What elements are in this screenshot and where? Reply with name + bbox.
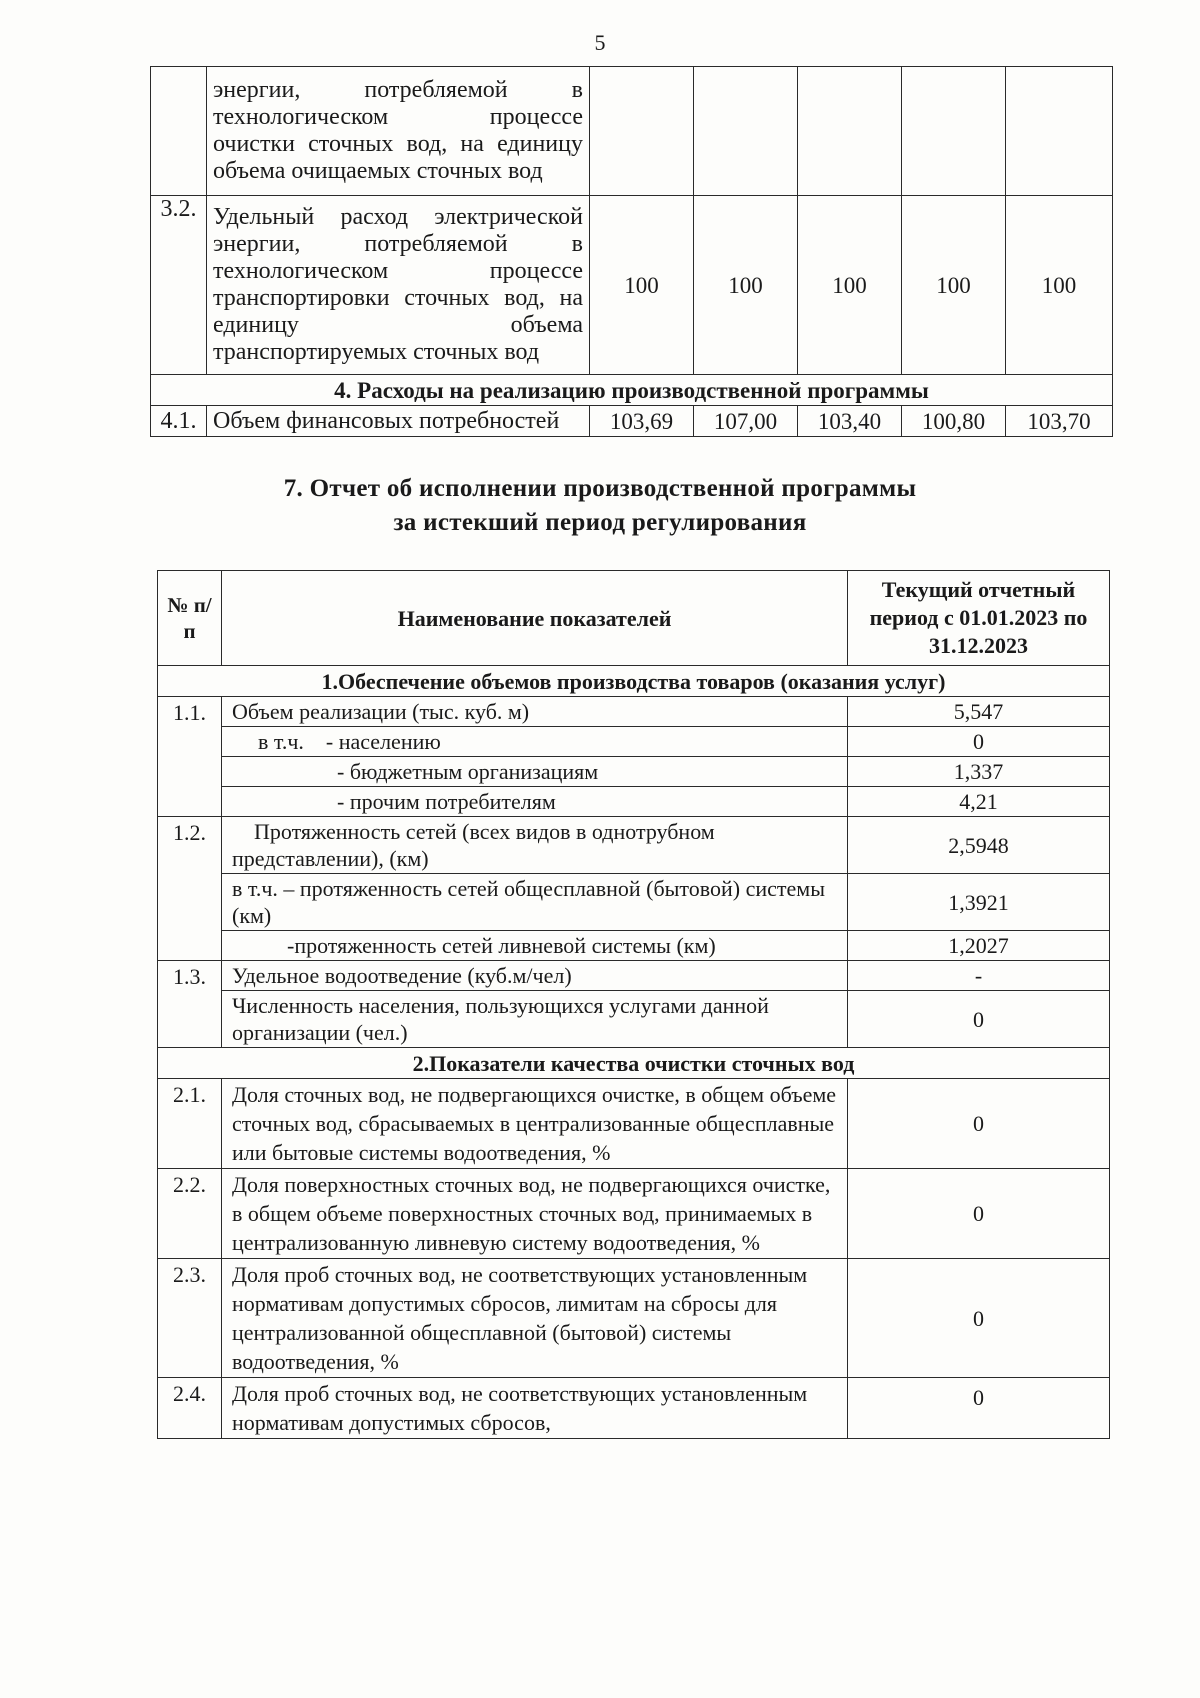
table-row xyxy=(158,874,1110,931)
value-cell: 5,547 xyxy=(848,697,1110,727)
value-cell: 0 xyxy=(848,1079,1110,1169)
header-number: № п/п xyxy=(158,571,222,666)
table-row xyxy=(158,961,1110,991)
table-row xyxy=(151,196,1113,375)
indicator-name: Численность населения, пользующихся услугами данной организации (чел.) xyxy=(222,991,848,1048)
page-number: 5 xyxy=(594,30,606,55)
indicator-name: Доля сточных вод, не подвергающихся очистке, в общем объеме сточных вод, сбрасываемых в централизованные общесплавные или бытовые системы водоотведения, % xyxy=(222,1079,848,1169)
value-cell: 2,5948 xyxy=(848,817,1110,874)
value-cell: 1,2027 xyxy=(848,931,1110,961)
section-heading: 7. Отчет об исполнении производственной программы за истекший период регулирования xyxy=(283,475,917,536)
value-cell: 100 xyxy=(798,196,902,375)
value-cell: 0 xyxy=(848,1259,1110,1378)
table-row xyxy=(158,697,1110,727)
value-cell: 0 xyxy=(848,1378,1110,1439)
section-row xyxy=(158,666,1110,697)
table-row xyxy=(158,727,1110,757)
row-number: 4.1. xyxy=(151,406,207,437)
indicator-name: Объем реализации (тыс. куб. м) xyxy=(222,697,848,727)
table-row xyxy=(151,406,1113,437)
indicator-name: Удельный расход электрической энергии, потребляемой в технологическом процессе транспортировки сточных вод, на единицу объема транспортируемых сточных вод xyxy=(207,196,590,375)
table-row xyxy=(158,1259,1110,1378)
table-row xyxy=(158,931,1110,961)
table-row xyxy=(158,1079,1110,1169)
value-cell: 100 xyxy=(1006,196,1113,375)
table-row xyxy=(158,1169,1110,1259)
row-number: 3.2. xyxy=(151,196,207,375)
header-period: Текущий отчетный период с 01.01.2023 по 31.12.2023 xyxy=(848,571,1110,666)
value-cell xyxy=(694,67,798,196)
production-program-table xyxy=(150,66,1113,437)
table-row xyxy=(151,67,1113,196)
row-number: 2.1. xyxy=(158,1079,222,1169)
row-number: 2.3. xyxy=(158,1259,222,1378)
row-number: 1.3. xyxy=(158,961,222,1048)
table-row xyxy=(158,991,1110,1048)
value-cell: 0 xyxy=(848,991,1110,1048)
indicator-name: Протяженность сетей (всех видов в однотрубном представлении), (км) xyxy=(222,817,848,874)
table-row xyxy=(158,817,1110,874)
table-row xyxy=(158,757,1110,787)
program-execution-report-table xyxy=(157,570,1110,1439)
indicator-name: Доля поверхностных сточных вод, не подвергающихся очистке, в общем объеме поверхностных сточных вод, принимаемых в централизованную ливневую систему водоотведения, % xyxy=(222,1169,848,1259)
indicator-name: Удельное водоотведение (куб.м/чел) xyxy=(222,961,848,991)
header-name: Наименование показателей xyxy=(222,571,848,666)
value-cell: 0 xyxy=(848,1169,1110,1259)
indicator-name: энергии, потребляемой в технологическом процессе очистки сточных вод, на единицу объема очищаемых сточных вод xyxy=(207,67,590,196)
value-cell xyxy=(902,67,1006,196)
value-cell: 0 xyxy=(848,727,1110,757)
value-cell: 107,00 xyxy=(694,406,798,437)
indicator-name: Объем финансовых потребностей xyxy=(207,406,590,437)
value-cell: 4,21 xyxy=(848,787,1110,817)
row-number: 2.4. xyxy=(158,1378,222,1439)
indicator-name: Доля проб сточных вод, не соответствующих установленным нормативам допустимых сбросов, xyxy=(222,1378,848,1439)
row-number: 2.2. xyxy=(158,1169,222,1259)
table-row xyxy=(158,787,1110,817)
section-row xyxy=(158,1048,1110,1079)
indicator-name: Доля проб сточных вод, не соответствующих установленным нормативам допустимых сбросов, лимитам на сбросы для централизованной общесплавной (бытовой) системы водоотведения, % xyxy=(222,1259,848,1378)
section-title: 4. Расходы на реализацию производственной программы xyxy=(151,375,1113,406)
indicator-name: - бюджетным организациям xyxy=(222,757,848,787)
indicator-name: -протяженность сетей ливневой системы (км) xyxy=(222,931,848,961)
value-cell: 103,70 xyxy=(1006,406,1113,437)
indicator-name: в т.ч. - населению xyxy=(222,727,848,757)
value-cell: 100 xyxy=(694,196,798,375)
header-row xyxy=(158,571,1110,666)
section-title: 1.Обеспечение объемов производства товаров (оказания услуг) xyxy=(158,666,1110,697)
section-row xyxy=(151,375,1113,406)
value-cell: 103,40 xyxy=(798,406,902,437)
value-cell xyxy=(1006,67,1113,196)
value-cell: 103,69 xyxy=(590,406,694,437)
indicator-name: - прочим потребителям xyxy=(222,787,848,817)
row-number: 1.1. xyxy=(158,697,222,817)
value-cell xyxy=(590,67,694,196)
value-cell: - xyxy=(848,961,1110,991)
value-cell xyxy=(798,67,902,196)
indicator-name: в т.ч. – протяженность сетей общесплавной (бытовой) системы (км) xyxy=(222,874,848,931)
value-cell: 100 xyxy=(902,196,1006,375)
row-number: 1.2. xyxy=(158,817,222,961)
value-cell: 1,337 xyxy=(848,757,1110,787)
value-cell: 100 xyxy=(590,196,694,375)
row-number xyxy=(151,67,207,196)
value-cell: 1,3921 xyxy=(848,874,1110,931)
section-title: 2.Показатели качества очистки сточных вод xyxy=(158,1048,1110,1079)
table-row xyxy=(158,1378,1110,1439)
value-cell: 100,80 xyxy=(902,406,1006,437)
